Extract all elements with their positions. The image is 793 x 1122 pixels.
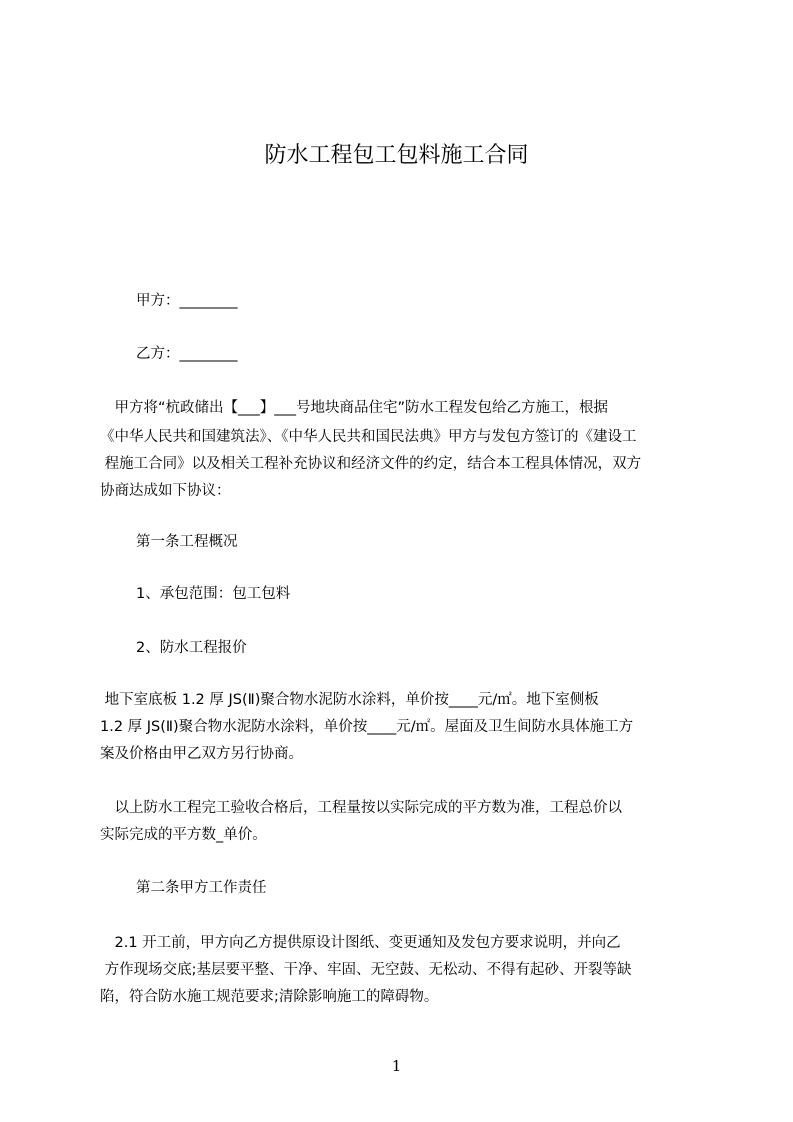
intro-line-4: 协商达成如下协议： (100, 483, 231, 499)
intro-line-1: 甲方将“杭政储出【___】___号地块商品住宅”防水工程发包给乙方施工，根据 (100, 400, 609, 416)
price-line-2: 1.2 厚 JS(Ⅱ)聚合物水泥防水涂料，单价按____元/㎡。屋面及卫生间防水具体施工方 (100, 719, 634, 735)
party-b-line: 乙方：________ (136, 346, 238, 362)
document-title: 防水工程包工包料施工合同 (264, 143, 529, 168)
party-a-line: 甲方：________ (136, 293, 238, 309)
clause-2-1-line-3: 陷，符合防水施工规范要求;清除影响施工的障碍物。 (100, 989, 439, 1005)
item-2-quote: 2、防水工程报价 (136, 640, 247, 656)
clause-2-1-line-1: 2.1 开工前，甲方向乙方提供原设计图纸、变更通知及发包方要求说明，并向乙 (100, 935, 621, 951)
acceptance-line-1: 以上防水工程完工验收合格后，工程量按以实际完成的平方数为准，工程总价以 (100, 800, 622, 816)
article-2-heading: 第二条甲方工作责任 (136, 880, 267, 896)
price-line-3: 案及价格由甲乙双方另行协商。 (100, 746, 303, 762)
article-1-heading: 第一条工程概况 (136, 534, 238, 550)
intro-line-3: 程施工合同》以及相关工程补充协议和经济文件的约定，结合本工程具体情况，双方 (100, 456, 642, 472)
acceptance-line-2: 实际完成的平方数_单价。 (100, 827, 267, 843)
intro-line-2: 《中华人民共和国建筑法》、《中华人民共和国民法典》甲方与发包方签订的《建设工 (100, 429, 637, 445)
clause-2-1-line-2: 方作现场交底;基层要平整、干净、牢固、无空鼓、无松动、不得有起砂、开裂等缺 (100, 962, 632, 978)
item-1-scope: 1、承包范围：包工包料 (136, 586, 291, 602)
price-line-1: 地下室底板 1.2 厚 JS(Ⅱ)聚合物水泥防水涂料，单价按____元/㎡。地下室侧板 (100, 692, 599, 708)
page-number: 1 (391, 1057, 402, 1075)
